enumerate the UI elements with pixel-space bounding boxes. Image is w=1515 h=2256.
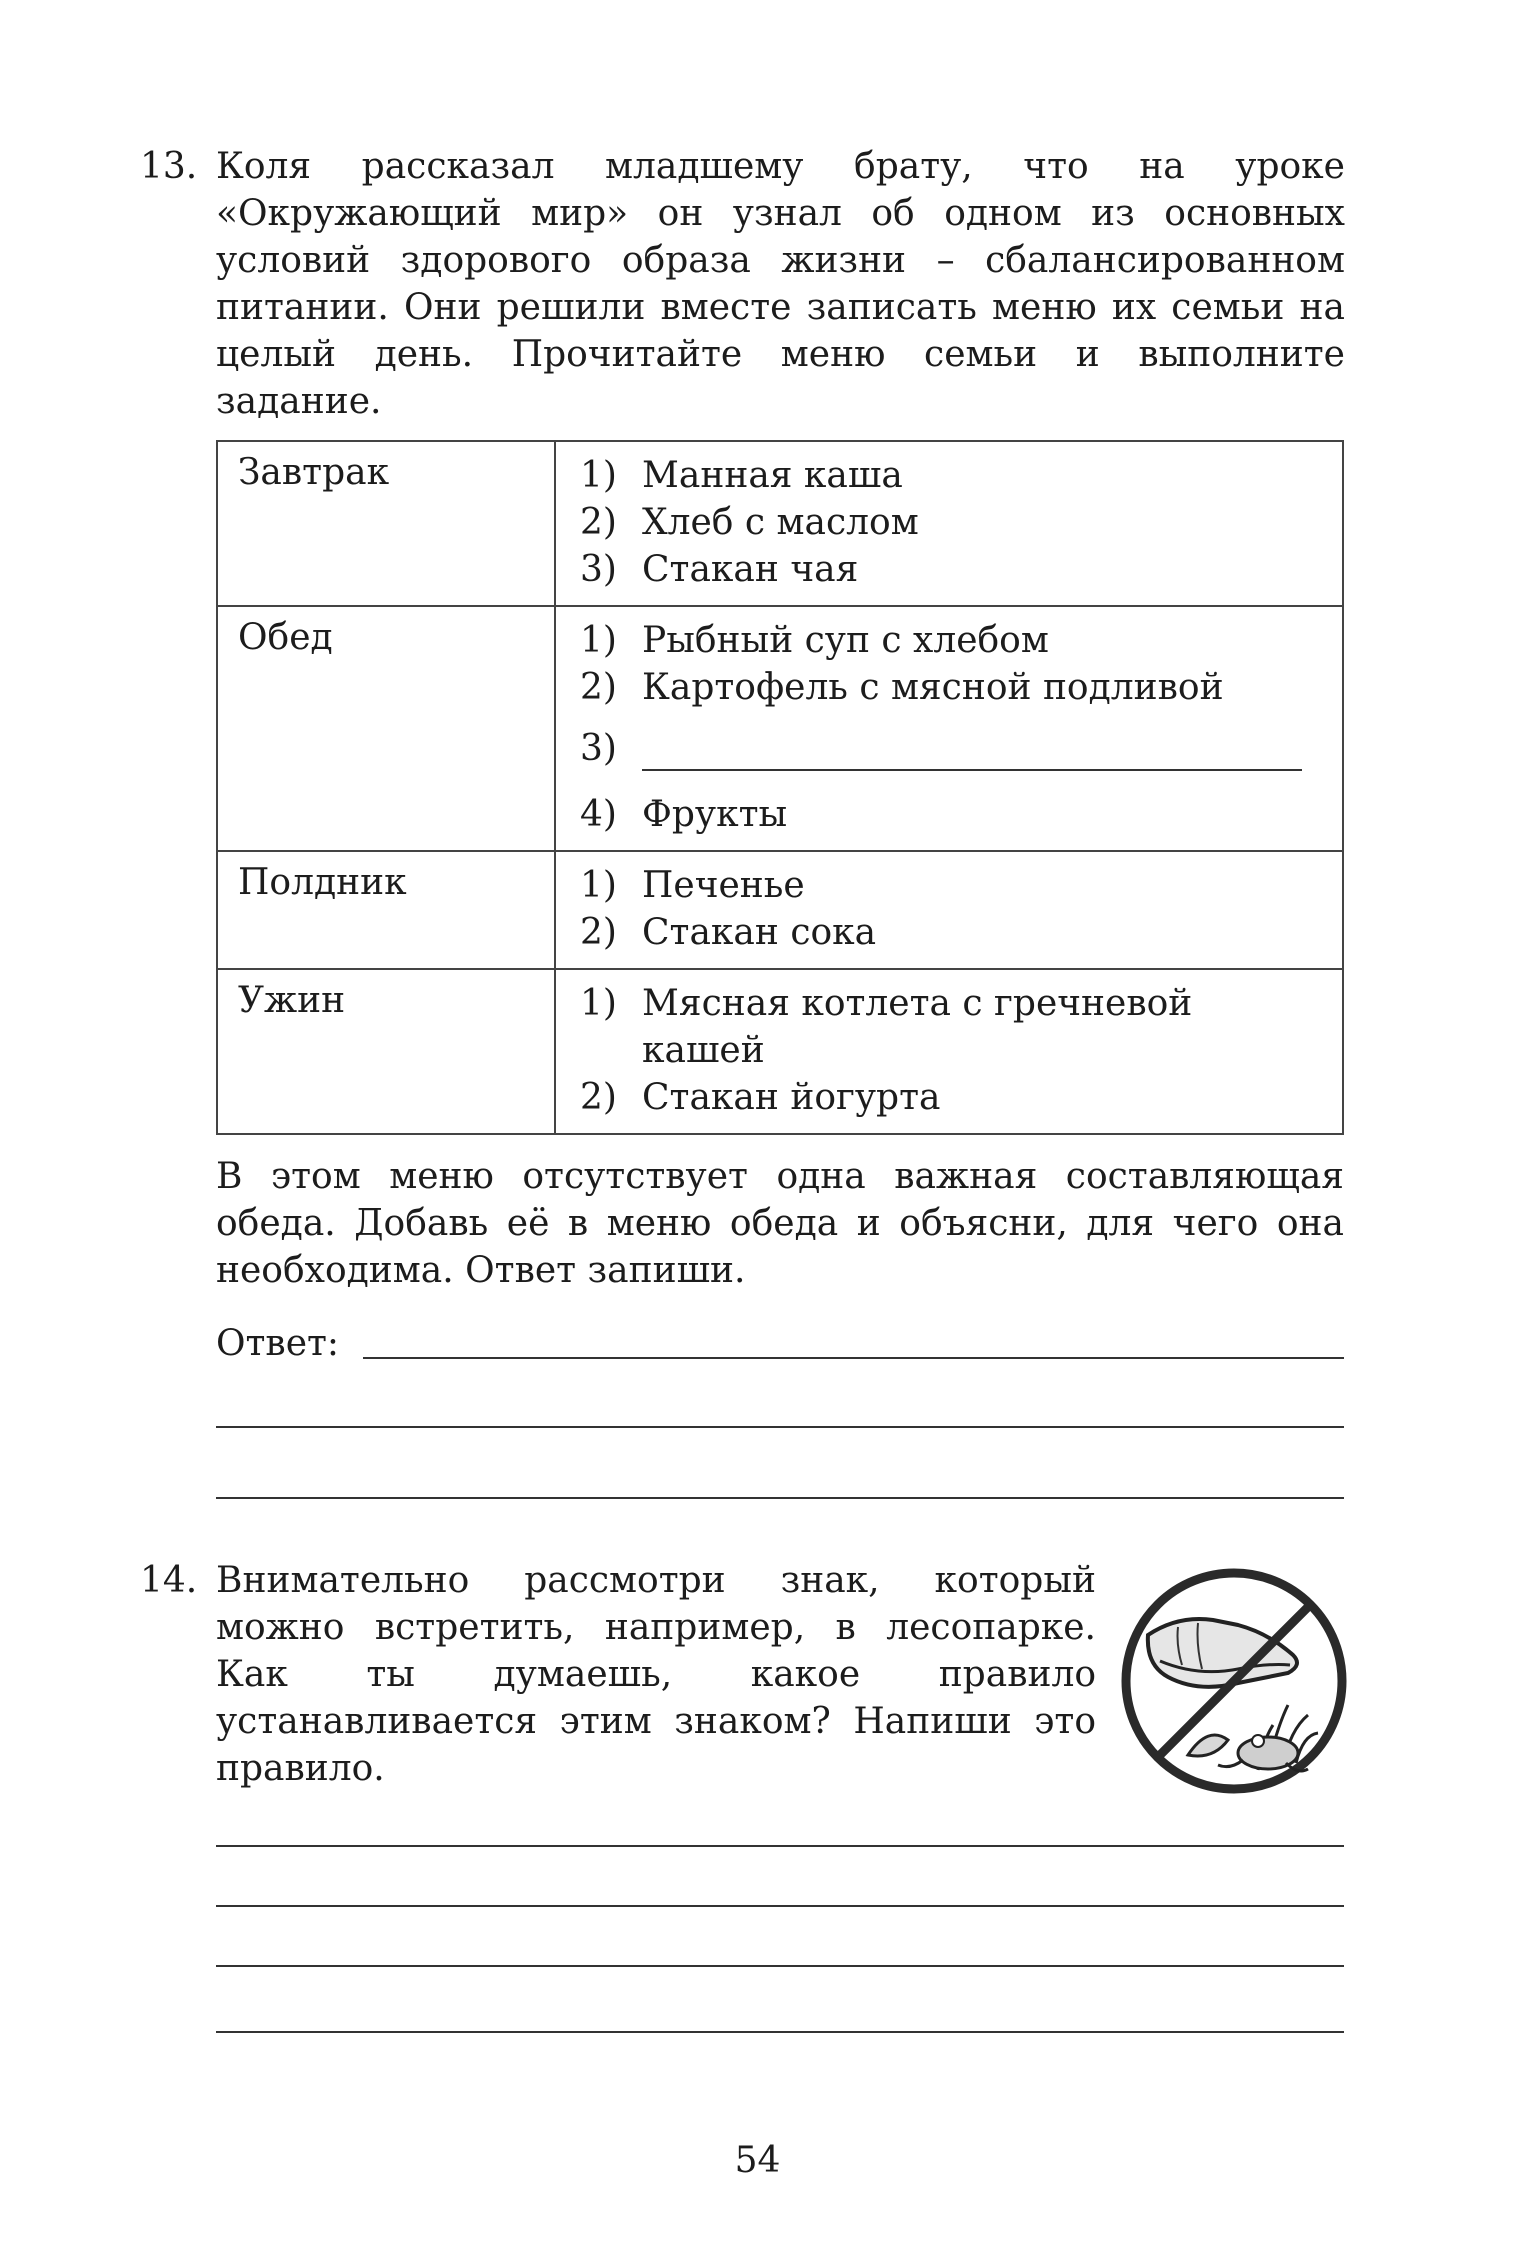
menu-row xyxy=(217,606,1343,851)
menu-item-number: 2) xyxy=(580,1077,617,1118)
meal-name: Ужин xyxy=(217,969,555,1134)
menu-blank-item[interactable] xyxy=(580,711,1322,791)
menu-item-number: 1) xyxy=(580,455,617,496)
menu-item-number: 2) xyxy=(580,502,617,543)
answer-line[interactable] xyxy=(216,1905,1344,1907)
menu-item xyxy=(580,1074,1322,1121)
menu-item-text: Фрукты xyxy=(642,794,788,835)
meal-items xyxy=(555,606,1343,851)
menu-item-text: Манная каша xyxy=(642,455,903,496)
menu-table xyxy=(216,440,1344,1135)
task-text: Внимательно рассмотри знак, который можно встретить, например, в лесопарке. Как ты думаешь, какое правило устанавливается этим знаком? Напиши это правило. xyxy=(216,1560,1096,1789)
meal-name: Полдник xyxy=(217,851,555,969)
menu-item xyxy=(580,791,1322,838)
task-text: Коля рассказал младшему брату, что на уроке «Окружающий мир» он узнал об одном из основных условий здорового образа жизни – сбалансированном питании. Они решили вместе записать меню их семьи на целый день. Прочитайте меню семьи и выполните задание. xyxy=(216,146,1345,422)
menu-row xyxy=(217,851,1343,969)
menu-item-number: 3) xyxy=(580,549,617,590)
task-number: 13. xyxy=(140,146,198,187)
menu-item xyxy=(580,980,1322,1074)
answer-line[interactable] xyxy=(216,1426,1344,1428)
menu-item-text: Стакан чая xyxy=(642,549,859,590)
answer-line[interactable] xyxy=(216,1497,1344,1499)
task-number: 14. xyxy=(140,1560,198,1601)
menu-item xyxy=(580,546,1322,593)
menu-item-text: Картофель с мясной подливой xyxy=(642,667,1224,708)
menu-item xyxy=(580,499,1322,546)
menu-item-text: Хлеб с маслом xyxy=(642,502,919,543)
meal-items xyxy=(555,441,1343,606)
answer-line[interactable] xyxy=(216,1845,1344,1847)
page-number: 54 xyxy=(734,2140,781,2181)
answer-line[interactable] xyxy=(363,1357,1344,1359)
answer-line[interactable] xyxy=(216,1965,1344,1967)
task-13-question: В этом меню отсутствует одна важная составляющая обеда. Добавь её в меню обеда и объясни, для чего она необходима. Ответ запиши. xyxy=(216,1156,1344,1291)
answer-line[interactable] xyxy=(216,2031,1344,2033)
menu-item-number: 2) xyxy=(580,667,617,708)
menu-item-text: Рыбный суп с хлебом xyxy=(642,620,1049,661)
answer-row xyxy=(216,1320,1344,1367)
menu-item-text: Стакан сока xyxy=(642,912,877,953)
menu-item xyxy=(580,452,1322,499)
menu-item-number: 3) xyxy=(580,728,617,769)
menu-item-number: 1) xyxy=(580,620,617,661)
menu-row xyxy=(217,441,1343,606)
menu-item xyxy=(580,664,1322,711)
meal-items xyxy=(555,969,1343,1134)
menu-item-text: Стакан йогурта xyxy=(642,1077,941,1118)
menu-item-number: 1) xyxy=(580,983,617,1024)
no-trampling-sign-icon xyxy=(1118,1565,1350,1797)
meal-name: Завтрак xyxy=(217,441,555,606)
menu-item xyxy=(580,862,1322,909)
menu-item-text: Печенье xyxy=(642,865,805,906)
menu-item-text[interactable] xyxy=(642,725,1302,771)
meal-name: Обед xyxy=(217,606,555,851)
menu-item xyxy=(580,617,1322,664)
answer-label: Ответ: xyxy=(216,1323,340,1364)
menu-item-number: 4) xyxy=(580,794,617,835)
task-13 xyxy=(140,143,1345,425)
menu-item xyxy=(580,909,1322,956)
menu-item-text: Мясная котлета с гречневой кашей xyxy=(642,983,1193,1071)
menu-row xyxy=(217,969,1343,1134)
menu-item-number: 2) xyxy=(580,912,617,953)
menu-item-number: 1) xyxy=(580,865,617,906)
meal-items xyxy=(555,851,1343,969)
